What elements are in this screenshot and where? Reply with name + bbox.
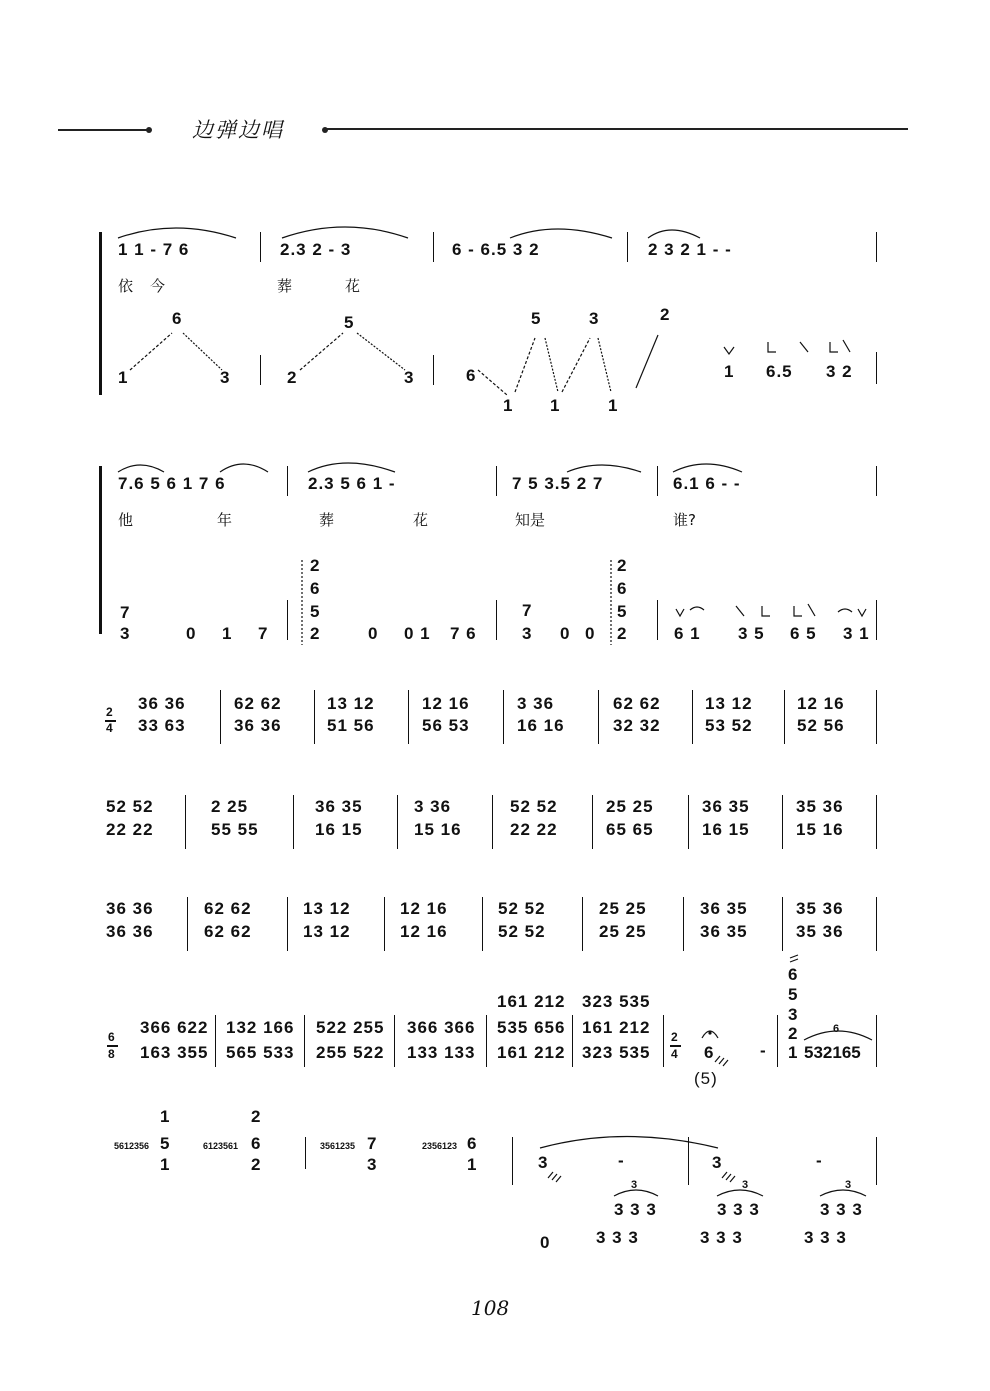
row7-mid: 5 [160, 1134, 171, 1153]
triplet-mark: 3 [631, 1179, 638, 1191]
row5-top-measure: 25 25 [599, 899, 647, 918]
page-header-title: 边弹边唱 [192, 118, 284, 142]
row3-bot-measure: 16 16 [517, 716, 565, 735]
s1-bass: 3 [220, 368, 231, 387]
row4-top-measure: 2 25 [211, 797, 249, 816]
s2-m2: 2.3 5 6 1 - [308, 474, 396, 493]
s1-acc: 2 [660, 305, 671, 324]
row5-top-measure: 13 12 [303, 899, 351, 918]
row7-dash: - [816, 1151, 823, 1170]
grace-run: 3561235 [320, 1141, 356, 1151]
row3-time-bot: 4 [106, 721, 114, 735]
s2-bass: 7 [258, 624, 269, 643]
row7-dash: - [618, 1151, 625, 1170]
s2-lyric: 他 [118, 511, 134, 529]
row6-run: 532165 [804, 1043, 861, 1062]
row3-bot-measure: 36 36 [234, 716, 282, 735]
row6-time-bot: 8 [108, 1047, 116, 1061]
row6-bot: 163 355 [140, 1043, 209, 1062]
row6-time2-bot: 4 [671, 1047, 679, 1061]
row3-top-measure: 13 12 [327, 694, 375, 713]
row6-tuplet: 6 [833, 1023, 840, 1035]
s1-m4: 2 3 2 1 - - [648, 240, 732, 259]
triplet-group: 3 3 3 [596, 1228, 639, 1247]
row7-mid: 6 [467, 1134, 478, 1153]
row4-top-measure: 25 25 [606, 797, 654, 816]
s1-lyric: 花 [345, 277, 361, 295]
page-number: 108 [471, 1296, 510, 1320]
row4-bot-measure: 16 15 [702, 820, 750, 839]
s2-lyric: 年 [217, 511, 233, 529]
s1-acc: 3 [589, 309, 600, 328]
s2-m3: 7 5 3.5 2 7 [512, 474, 604, 493]
s2-bass: 7 [120, 603, 131, 622]
row6-bot: 323 535 [582, 1043, 651, 1062]
s1-m1: 1 1 - 7 6 [118, 240, 190, 259]
row3-top-measure: 3 36 [517, 694, 555, 713]
s1-bass: 6.5 [766, 362, 793, 381]
s2-bass: 0 [585, 624, 596, 643]
row7-mid: 7 [367, 1134, 378, 1153]
s1-bass: 3 2 [826, 362, 853, 381]
grace-run: 6123561 [203, 1141, 239, 1151]
s2-lyric: 花 [413, 511, 429, 529]
s2-m1: 7.6 5 6 1 7 6 [118, 474, 226, 493]
s1-acc: 5 [344, 313, 355, 332]
row6-above: 323 535 [582, 992, 651, 1011]
row5-bot-measure: 25 25 [599, 922, 647, 941]
row6-paren: (5) [694, 1069, 718, 1088]
s2-lyric: 谁? [673, 511, 696, 529]
row6-chord: 6 [788, 965, 799, 984]
row5-top-measure: 12 16 [400, 899, 448, 918]
row6-top: 522 255 [316, 1018, 385, 1037]
row5-bot-measure: 12 16 [400, 922, 448, 941]
s2-bass: 7 6 [450, 624, 477, 643]
row6-bot: 133 133 [407, 1043, 476, 1062]
s1-bass: 6 [466, 366, 477, 385]
row4-top-measure: 3 36 [414, 797, 452, 816]
row5-top-measure: 36 35 [700, 899, 748, 918]
row3-top-measure: 13 12 [705, 694, 753, 713]
row6-time2-top: 2 [671, 1030, 679, 1044]
row5-bot-measure: 36 35 [700, 922, 748, 941]
s1-acc: 6 [172, 309, 183, 328]
row3-bot-measure: 53 52 [705, 716, 753, 735]
s2-bass: 6 5 [790, 624, 817, 643]
row6-top: 366 622 [140, 1018, 209, 1037]
row5-bot-measure: 13 12 [303, 922, 351, 941]
s2-lyric: 葬 [319, 511, 335, 529]
s1-bass: 1 [118, 368, 129, 387]
row6-fermata-note: 6 [704, 1043, 715, 1062]
row3-bot-measure: 33 63 [138, 716, 186, 735]
row6-top: 132 166 [226, 1018, 295, 1037]
s2-lyric: 知是 [515, 511, 546, 529]
row4-top-measure: 35 36 [796, 797, 844, 816]
s1-lyric: 今 [150, 277, 166, 295]
row4-bot-measure: 15 16 [414, 820, 462, 839]
row4-bot-measure: 16 15 [315, 820, 363, 839]
row6-chord: 2 [788, 1024, 799, 1043]
s2-bass: 2 [310, 556, 321, 575]
row3-top-measure: 62 62 [234, 694, 282, 713]
row4-top-measure: 52 52 [106, 797, 154, 816]
row3-time-top: 2 [106, 705, 114, 719]
triplet-group: 3 3 3 [804, 1228, 847, 1247]
row7-rest: 0 [540, 1233, 551, 1252]
row7-tie-note: 3 [712, 1153, 723, 1172]
row3-top-measure: 12 16 [797, 694, 845, 713]
s2-bass: 3 [522, 624, 533, 643]
s1-bass: 1 [503, 396, 514, 415]
s1-m3: 6 - 6.5 3 2 [452, 240, 540, 259]
s2-bass: 0 [368, 624, 379, 643]
s1-bass: 1 [550, 396, 561, 415]
triplet-group: 3 3 3 [717, 1200, 760, 1219]
grace-run: 2356123 [422, 1141, 458, 1151]
row6-chord: 5 [788, 985, 799, 1004]
s2-bass: 5 [310, 602, 321, 621]
s2-bass: 3 5 [738, 624, 765, 643]
row4-top-measure: 36 35 [315, 797, 363, 816]
s1-lyric: 葬 [277, 277, 293, 295]
row3-bot-measure: 56 53 [422, 716, 470, 735]
row4-top-measure: 52 52 [510, 797, 558, 816]
s2-bass: 1 [222, 624, 233, 643]
s1-bass: 3 [404, 368, 415, 387]
s2-bass: 7 [522, 601, 533, 620]
row6-above: 161 212 [497, 992, 566, 1011]
row4-bot-measure: 15 16 [796, 820, 844, 839]
row5-top-measure: 36 36 [106, 899, 154, 918]
row6-chord: 3 [788, 1005, 799, 1024]
triplet-group: 3 3 3 [820, 1200, 863, 1219]
s1-bass: 1 [608, 396, 619, 415]
row5-top-measure: 52 52 [498, 899, 546, 918]
row6-top: 366 366 [407, 1018, 476, 1037]
row7-tie-note: 3 [538, 1153, 549, 1172]
row6-dash: - [760, 1041, 767, 1060]
s2-bass: 0 [560, 624, 571, 643]
row3-top-measure: 62 62 [613, 694, 661, 713]
triplet-mark: 3 [845, 1179, 852, 1191]
s2-bass: 2 [617, 624, 628, 643]
s1-bass: 2 [287, 368, 298, 387]
s2-bass: 3 [120, 624, 131, 643]
s1-bass: 1 [724, 362, 735, 381]
row4-bot-measure: 55 55 [211, 820, 259, 839]
s2-bass: 0 1 [404, 624, 431, 643]
row6-chord: 1 [788, 1043, 799, 1062]
s2-bass: 6 [617, 579, 628, 598]
grace-run: 5612356 [114, 1141, 150, 1151]
triplet-group: 3 3 3 [614, 1200, 657, 1219]
row6-bot: 255 522 [316, 1043, 385, 1062]
row5-top-measure: 62 62 [204, 899, 252, 918]
row4-bot-measure: 22 22 [510, 820, 558, 839]
s1-m2: 2.3 2 - 3 [280, 240, 352, 259]
triplet-mark: 3 [742, 1179, 749, 1191]
row3-bot-measure: 52 56 [797, 716, 845, 735]
s2-bass: 6 [310, 579, 321, 598]
s2-bass: 5 [617, 602, 628, 621]
row3-bot-measure: 32 32 [613, 716, 661, 735]
row4-bot-measure: 22 22 [106, 820, 154, 839]
row3-top-measure: 36 36 [138, 694, 186, 713]
row6-top: 535 656 [497, 1018, 566, 1037]
row4-top-measure: 36 35 [702, 797, 750, 816]
row6-top: 161 212 [582, 1018, 651, 1037]
row7-top: 2 [251, 1107, 262, 1126]
s2-bass: 2 [617, 556, 628, 575]
row3-top-measure: 12 16 [422, 694, 470, 713]
row7-bot: 2 [251, 1155, 262, 1174]
row4-bot-measure: 65 65 [606, 820, 654, 839]
triplet-group: 3 3 3 [700, 1228, 743, 1247]
row6-bot: 161 212 [497, 1043, 566, 1062]
row5-bot-measure: 52 52 [498, 922, 546, 941]
row7-mid: 6 [251, 1134, 262, 1153]
s2-bass: 6 1 [674, 624, 701, 643]
s2-m4: 6.1 6 - - [673, 474, 741, 493]
row7-bot: 1 [467, 1155, 478, 1174]
row5-bot-measure: 36 36 [106, 922, 154, 941]
s2-bass: 0 [186, 624, 197, 643]
s1-lyric: 依 [118, 277, 134, 295]
row6-bot: 565 533 [226, 1043, 295, 1062]
row7-top: 1 [160, 1107, 171, 1126]
s2-bass: 2 [310, 624, 321, 643]
row7-bot: 3 [367, 1155, 378, 1174]
row5-top-measure: 35 36 [796, 899, 844, 918]
row6-time-top: 6 [108, 1030, 116, 1044]
row5-bot-measure: 62 62 [204, 922, 252, 941]
row5-bot-measure: 35 36 [796, 922, 844, 941]
s1-acc: 5 [531, 309, 542, 328]
row3-bot-measure: 51 56 [327, 716, 375, 735]
row7-bot: 1 [160, 1155, 171, 1174]
s2-bass: 3 1 [843, 624, 870, 643]
